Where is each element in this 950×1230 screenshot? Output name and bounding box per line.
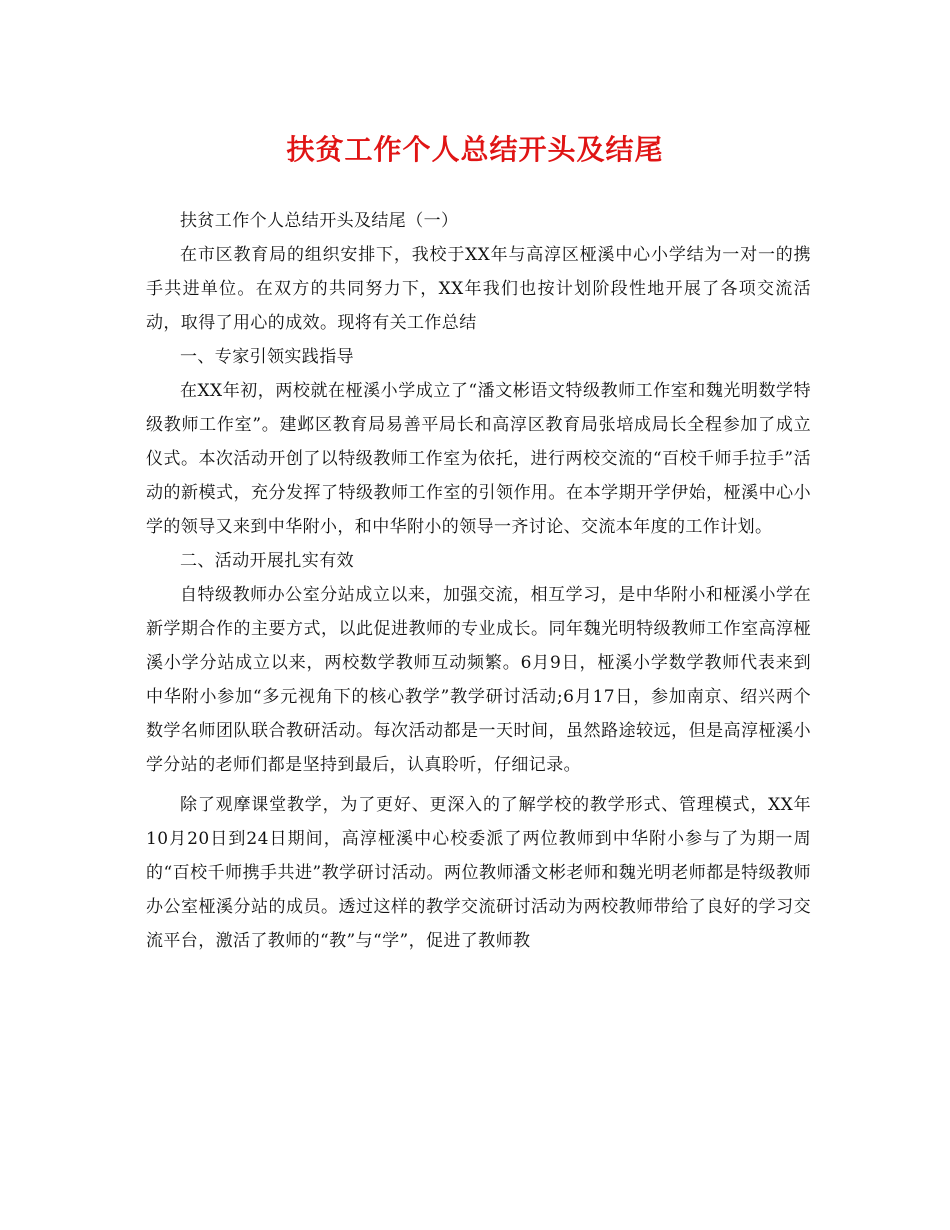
document-body — [146, 204, 811, 958]
paragraph-section-1: 在XX年初，两校就在桠溪小学成立了“潘文彬语文特级教师工作室和魏光明数学特级教师工作室”。建邺区教育局易善平局长和高淳区教育局张培成局长全程参加了成立仪式。本次活动开创了以特级教师工作室为依托，进行两校交流的“百校千师手拉手”活动的新模式，充分发挥了特级教师工作室的引领作用。在本学期开学伊始，桠溪中心小学的领导又来到中华附小，和中华附小的领导一齐讨论、交流本年度的工作计划。 — [146, 381, 811, 537]
paragraph-subtitle: 扶贫工作个人总结开头及结尾（一） — [180, 211, 459, 231]
section-heading-1: 一、专家引领实践指导 — [180, 347, 354, 367]
paragraph-intro: 在市区教育局的组织安排下，我校于XX年与高淳区桠溪中心小学结为一对一的携手共进单位。在双方的共同努力下，XX年我们也按计划阶段性地开展了各项交流活动，取得了用心的成效。现将有关工作总结 — [146, 245, 811, 333]
paragraph-section-2: 自特级教师办公室分站成立以来，加强交流，相互学习，是中华附小和桠溪小学在新学期合作的主要方式，以此促进教师的专业成长。同年魏光明特级教师工作室高淳桠溪小学分站成立以来，两校数学教师互动频繁。6月9日，桠溪小学数学教师代表来到中华附小参加“多元视角下的核心教学”教学研讨活动;6月17日，参加南京、绍兴两个数学名师团队联合教研活动。每次活动都是一天时间，虽然路途较远，但是高淳桠溪小学分站的老师们都是坚持到最后，认真聆听，仔细记录。 — [146, 585, 811, 775]
document-title: 扶贫工作个人总结开头及结尾 — [286, 133, 664, 166]
paragraph-section-2-continued: 除了观摩课堂教学，为了更好、更深入的了解学校的教学形式、管理模式，XX年10月20日到24日期间，高淳桠溪中心校委派了两位教师到中华附小参与了为期一周的“百校千师携手共进”教学研讨活动。两位教师潘文彬老师和魏光明老师都是特级教师办公室桠溪分站的成员。透过这样的教学交流研讨活动为两校教师带给了良好的学习交流平台，激活了教师的“教”与“学”，促进了教师教 — [146, 795, 811, 951]
section-heading-2: 二、活动开展扎实有效 — [180, 551, 354, 571]
